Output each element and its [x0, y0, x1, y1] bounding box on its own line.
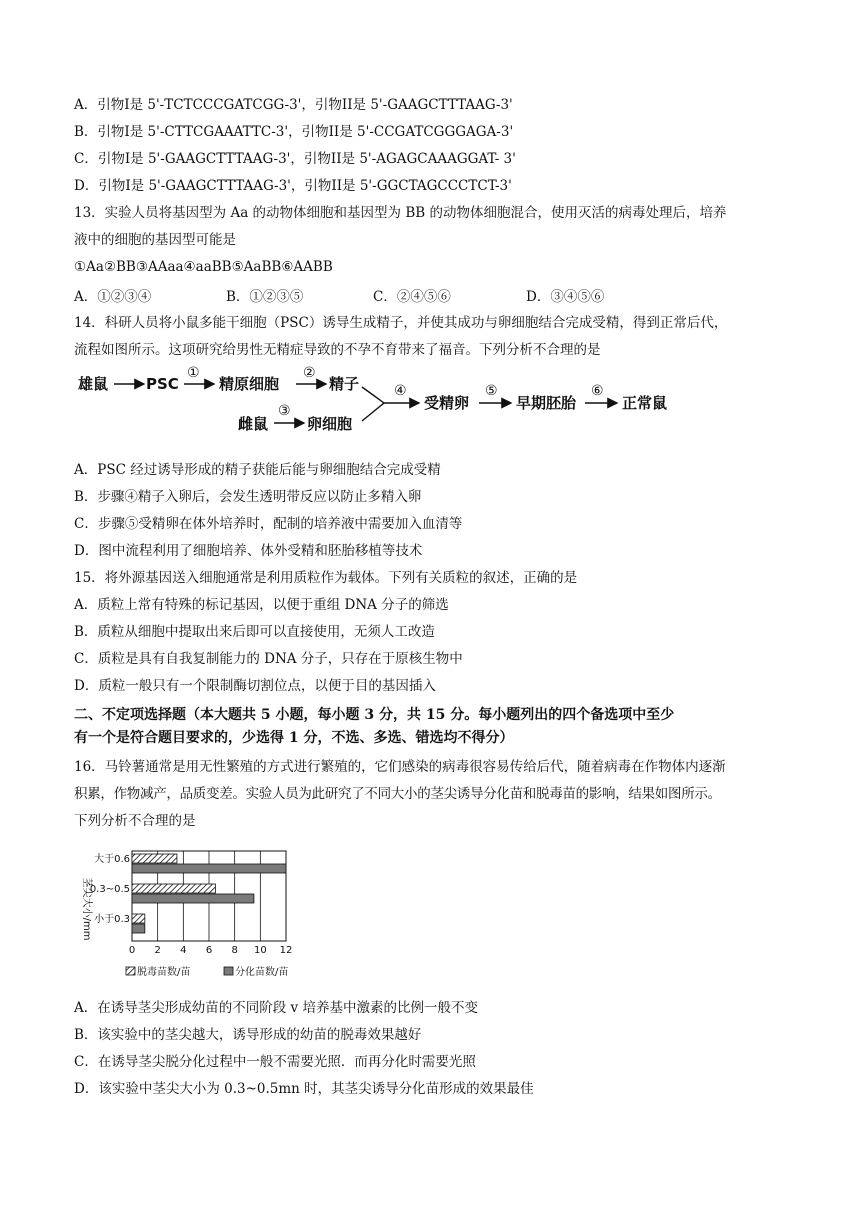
q14-option-b: B．步骤④精子入卵后，会发生透明带反应以防止多精入卵 [74, 489, 422, 505]
q15-option-c: C．质粒是具有自我复制能力的 DNA 分子，只存在于原核生物中 [74, 651, 463, 667]
flow-step6: ⑥ [591, 383, 604, 399]
q16-option-a: A．在诱导茎尖形成幼苗的不同阶段 v 培养基中激素的比例一般不变 [74, 1000, 478, 1016]
q16-bar-chart [74, 841, 804, 991]
q16-stem-line3: 下列分析不合理的是 [74, 813, 196, 829]
chart-category-label: 大于0.6 [94, 854, 130, 865]
q13-option-b: B．①②③⑤ [226, 289, 304, 305]
section-2-line2: 有一个是符合题目要求的，少选得 1 分，不选、多选、错选均不得分） [74, 730, 514, 746]
flow-spermatogonia: 精原细胞 [219, 375, 280, 393]
exam-page [74, 96, 804, 1107]
q12-option-d: D．引物I是 5'-GAAGCTTTAAG-3'，引物II是 5'-GGCTAGCCCTCT-3' [74, 178, 512, 194]
chart-xtick: 4 [180, 945, 187, 956]
chart-category-label: 0.3~0.5 [89, 884, 130, 895]
flow-sperm: 精子 [329, 375, 360, 393]
chart-xtick: 6 [205, 945, 213, 956]
q14-option-c: C．步骤⑤受精卵在体外培养时，配制的培养液中需要加入血清等 [74, 516, 463, 532]
q12-option-c: C．引物I是 5'-GAAGCTTTAAG-3'，引物II是 5'-AGAGCAAAGGAT- 3' [74, 151, 516, 167]
q13-option-d: D．③④⑤⑥ [526, 289, 605, 305]
q14-stem-line2: 流程如图所示。这项研究给男性无精症导致的不孕不育带来了福音。下列分析不合理的是 [74, 342, 601, 358]
section-2-heading [74, 704, 804, 750]
flow-step4: ④ [394, 383, 407, 399]
q13-option-c: C．②④⑤⑥ [373, 289, 451, 305]
bar-detox [132, 854, 177, 863]
q14-option-a: A．PSC 经过诱导形成的精子获能后能与卵细胞结合完成受精 [74, 462, 441, 478]
q13-option-a: A．①②③④ [74, 289, 152, 305]
legend-diff: 分化苗数/苗 [235, 967, 289, 978]
flow-step1: ① [187, 365, 200, 381]
chart-legend [126, 965, 288, 978]
q14-stem-line1: 14．科研人员将小鼠多能干细胞（PSC）诱导生成精子，并使其成功与卵细胞结合完成受精，得到正常后代， [74, 315, 728, 331]
chart-ylabel: 茎尖大小/mm [81, 877, 92, 941]
q15-option-b: B．质粒从细胞中提取出来后即可以直接使用，无须人工改造 [74, 624, 435, 640]
q16-stem-line1: 16．马铃薯通常是用无性繁殖的方式进行繁殖的，它们感染的病毒很容易传给后代，随着病毒在作物体内逐渐 [74, 759, 726, 775]
flow-egg: 卵细胞 [307, 415, 353, 433]
q13-stem-line1: 13．实验人员将基因型为 Aa 的动物体细胞和基因型为 BB 的动物体细胞混合，使用灭活的病毒处理后，培养 [74, 205, 727, 221]
chart-xtick: 10 [253, 945, 267, 956]
q16-stem-line2: 积累，作物减产，品质变差。实验人员为此研究了不同大小的茎尖诱导分化苗和脱毒苗的影响，结果如图所示。 [74, 786, 721, 802]
legend-swatch-detox [126, 967, 135, 975]
chart-xtick: 8 [231, 945, 238, 956]
flow-merge [362, 387, 384, 421]
legend-detox: 脱毒苗数/苗 [137, 967, 191, 978]
section-2-line1: 二、不定项选择题（本大题共 5 小题，每小题 3 分，共 15 分。每小题列出的四个备选项中至少 [74, 707, 675, 723]
q16-option-b: B．该实验中的茎尖越大，诱导形成的幼苗的脱毒效果越好 [74, 1027, 422, 1043]
bar-detox [132, 914, 145, 923]
q12-option-b: B．引物I是 5'-CTTCGAAATTC-3'，引物II是 5'-CCGATCGGGAGA-3' [74, 124, 514, 140]
q16-option-c: C．在诱导茎尖脱分化过程中一般不需要光照．而再分化时需要光照 [74, 1054, 476, 1070]
flow-step3: ③ [278, 403, 291, 419]
flow-male: 雄鼠 [78, 375, 109, 393]
flow-step2: ② [303, 365, 316, 381]
flow-female: 雌鼠 [238, 415, 269, 433]
q13-stem-line2: 液中的细胞的基因型可能是 [74, 232, 236, 248]
q12-option-a: A．引物I是 5'-TCTCCCGATCGG-3'，引物II是 5'-GAAGCTTTAAG-3' [74, 97, 513, 113]
chart-svg [74, 841, 334, 991]
chart-xtick: 12 [279, 945, 293, 956]
flow-normal: 正常鼠 [622, 394, 668, 412]
flow-step5: ⑤ [485, 383, 498, 399]
q15-option-a: A．质粒上常有特殊的标记基因，以便于重组 DNA 分子的筛选 [74, 597, 449, 613]
q16-stem [74, 754, 804, 835]
flow-svg [74, 365, 714, 451]
q14-flow-diagram [74, 365, 804, 451]
q16-option-d: D．该实验中茎尖大小为 0.3~0.5mn 时，其茎尖诱导分化苗形成的效果最佳 [74, 1081, 534, 1097]
flow-zygote: 受精卵 [424, 394, 470, 412]
chart-xtick: 0 [128, 945, 136, 956]
q13-items: ①Aa②BB③AAaa④aaBB⑤AaBB⑥AABB [74, 259, 333, 275]
chart-xtick: 2 [154, 945, 161, 956]
chart-category-label: 小于0.3 [94, 914, 130, 925]
flow-embryo: 早期胚胎 [516, 394, 577, 412]
q14-option-d: D．图中流程利用了细胞培养、体外受精和胚胎移植等技术 [74, 543, 423, 559]
legend-swatch-diff [224, 967, 233, 975]
bar-differentiated [132, 864, 286, 873]
bar-differentiated [132, 894, 254, 903]
q15-option-d: D．质粒一般只有一个限制酶切割位点，以便于目的基因插入 [74, 678, 436, 694]
q13-options [74, 285, 804, 305]
bar-differentiated [132, 924, 145, 933]
bar-detox [132, 884, 215, 893]
q15-stem: 15．将外源基因送入细胞通常是利用质粒作为载体。下列有关质粒的叙述，正确的是 [74, 570, 578, 586]
flow-psc: PSC [146, 375, 179, 393]
